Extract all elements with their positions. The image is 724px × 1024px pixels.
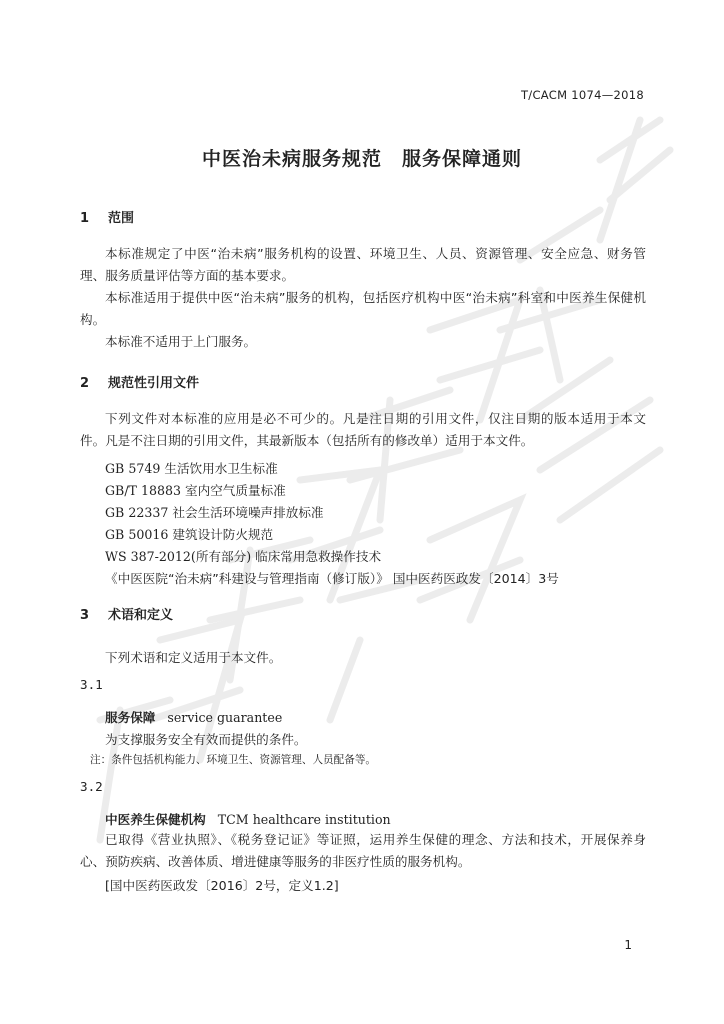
- paragraph: 下列术语和定义适用于本文件。: [105, 650, 282, 665]
- section-number: 1: [80, 211, 90, 226]
- section-title: 术语和定义: [108, 608, 174, 623]
- section-number: 2: [80, 376, 90, 391]
- section-1-heading: [80, 207, 134, 226]
- section-2-heading: [80, 372, 199, 391]
- section-title: 范围: [108, 211, 135, 226]
- reference-item: WS 387-2012(所有部分) 临床常用急救操作技术: [105, 549, 382, 564]
- page-number: 1: [624, 938, 632, 952]
- clause-number: 3.2: [80, 779, 103, 794]
- section-number: 3: [80, 608, 90, 623]
- term-source: [国中医药医政发〔2016〕2号，定义1.2]: [105, 878, 339, 893]
- reference-item: GB 22337 社会生活环境噪声排放标准: [105, 505, 324, 520]
- term-entry: [105, 809, 391, 828]
- paragraph: 下列文件对本标准的应用是必不可少的。凡是注日期的引用文件，仅注日期的版本适用于本文件。凡是不注日期的引用文件，其最新版本（包括所有的修改单）适用于本文件。: [80, 411, 646, 448]
- clause-number: 3.1: [80, 677, 103, 692]
- reference-item: GB 50016 建筑设计防火规范: [105, 527, 274, 542]
- term-definition: 已取得《营业执照》、《税务登记证》等证照，运用养生保健的理念、方法和技术，开展保养身心、预防疾病、改善体质、增进健康等服务的非医疗性质的服务机构。: [80, 832, 646, 869]
- term-definition: 为支撑服务安全有效而提供的条件。: [105, 732, 307, 747]
- paragraph: 本标准规定了中医“治未病”服务机构的设置、环境卫生、人员、资源管理、安全应急、财务管理、服务质量评估等方面的基本要求。: [80, 246, 646, 283]
- page-title: 中医治未病服务规范 服务保障通则: [201, 148, 522, 170]
- paragraph: 本标准适用于提供中医“治未病”服务的机构，包括医疗机构中医“治未病”科室和中医养生保健机构。: [80, 290, 646, 327]
- term-note: 注：条件包括机构能力、环境卫生、资源管理、人员配备等。: [90, 754, 377, 766]
- term-en: TCM healthcare institution: [217, 812, 391, 827]
- reference-item: GB 5749 生活饮用水卫生标准: [105, 461, 278, 476]
- term-entry: [105, 707, 282, 726]
- section-title: 规范性引用文件: [108, 376, 200, 391]
- paragraph: 本标准不适用于上门服务。: [105, 334, 257, 349]
- reference-item: GB/T 18883 室内空气质量标准: [105, 483, 286, 498]
- term-zh: 服务保障: [105, 710, 156, 725]
- term-zh: 中医养生保健机构: [105, 812, 206, 827]
- standard-code: T/CACM 1074—2018: [520, 88, 644, 102]
- term-en: service guarantee: [167, 710, 283, 725]
- reference-item: 《中医医院“治未病”科建设与管理指南（修订版）》 国中医药医政发〔2014〕3号: [105, 571, 559, 586]
- section-3-heading: [80, 604, 173, 623]
